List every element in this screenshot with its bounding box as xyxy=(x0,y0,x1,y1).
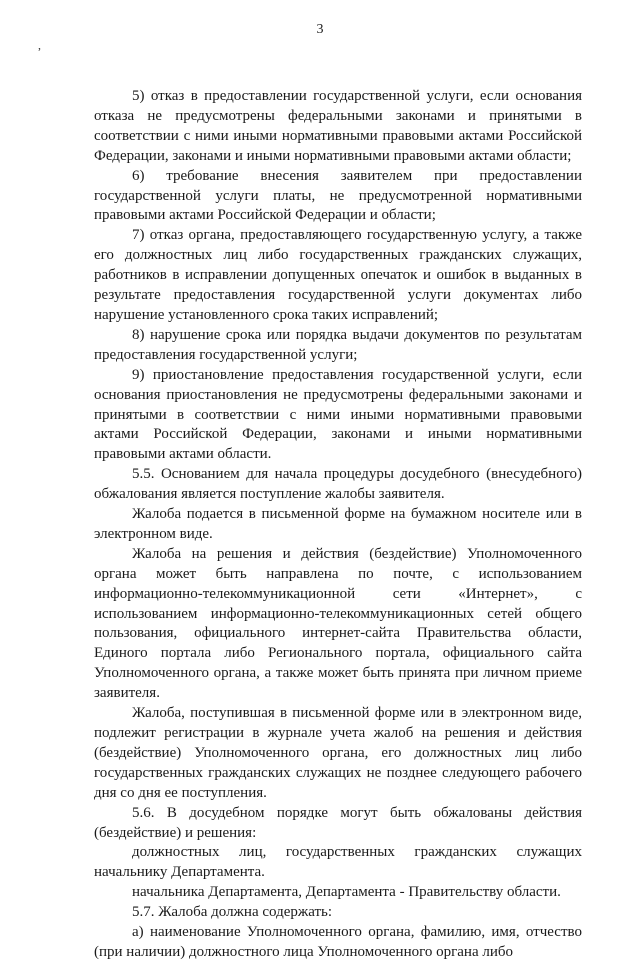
paragraph-item-8: 8) нарушение срока или порядка выдачи документов по результатам предоставления государственной услуги; xyxy=(94,326,582,363)
paragraph-item-9: 9) приостановление предоставления государственной услуги, если основания приостановления не предусмотрены федеральными законами и принятыми в соответствии с ними иными нормативными правовыми актами Российской Федерации, законами и иными нормативными правовыми актами области. xyxy=(94,366,582,463)
paragraph-item-a: а) наименование Уполномоченного органа, фамилию, имя, отчество (при наличии) должностного лица Уполномоченного органа либо xyxy=(94,924,582,960)
page-number: 3 xyxy=(316,22,324,37)
paragraph-officials: должностных лиц, государственных гражданских служащих начальнику Департамента. xyxy=(94,844,582,881)
paragraph-complaint-form: Жалоба подается в письменной форме на бумажном носителе или в электронном виде. xyxy=(94,506,582,542)
paragraph-section-5-6: 5.6. В досудебном порядке могут быть обжалованы действия (бездействие) и решения: xyxy=(94,804,582,841)
paragraph-item-5: 5) отказ в предоставлении государственной услуги, если основания отказа не предусмотрены федеральными законами и принятыми в соответствии с ними иными нормативными правовыми актами Российской Федерации, законами и иными нормативными правовыми актами области; xyxy=(94,88,582,164)
paragraph-section-5-5: 5.5. Основанием для начала процедуры досудебного (внесудебного) обжалования является поступление жалобы заявителя. xyxy=(94,466,582,503)
paragraph-item-6: 6) требование внесения заявителем при предоставлении государственной услуги платы, не предусмотренной нормативными правовыми актами Российской Федерации и области; xyxy=(94,167,582,224)
paragraph-complaint-registration: Жалоба, поступившая в письменной форме или в электронном виде, подлежит регистрации в журнале учета жалоб на решения и действия (бездействие) Уполномоченного органа, его должностных лиц либо государственных гражданских служащих не позднее следующего рабочего дня со дня ее поступления. xyxy=(94,705,582,801)
paragraph-item-7: 7) отказ органа, предоставляющего государственную услугу, а также его должностных лиц либо государственных гражданских служащих, работников в исправлении допущенных опечаток и ошибок в выданных в результате предоставления государственной услуги документах либо нарушение установленного срока таких исправлений; xyxy=(94,227,582,323)
paragraph-complaint-channels: Жалоба на решения и действия (бездействие) Уполномоченного органа может быть направлена по почте, с использованием информационно-телекоммуникационной сети «Интернет», с использованием информационно-телекоммуникационных сетей общего пользования, официального интернет-сайта Правительства области, Единого портала либо Регионального портала, официального сайта Уполномоченного органа, а также может быть принята при личном приеме заявителя. xyxy=(94,545,582,702)
document-body xyxy=(94,87,582,963)
paragraph-department-head: начальника Департамента, Департамента - Правительству области. xyxy=(132,884,561,901)
margin-mark: , xyxy=(38,38,41,52)
paragraph-section-5-7: 5.7. Жалоба должна содержать: xyxy=(132,904,333,921)
